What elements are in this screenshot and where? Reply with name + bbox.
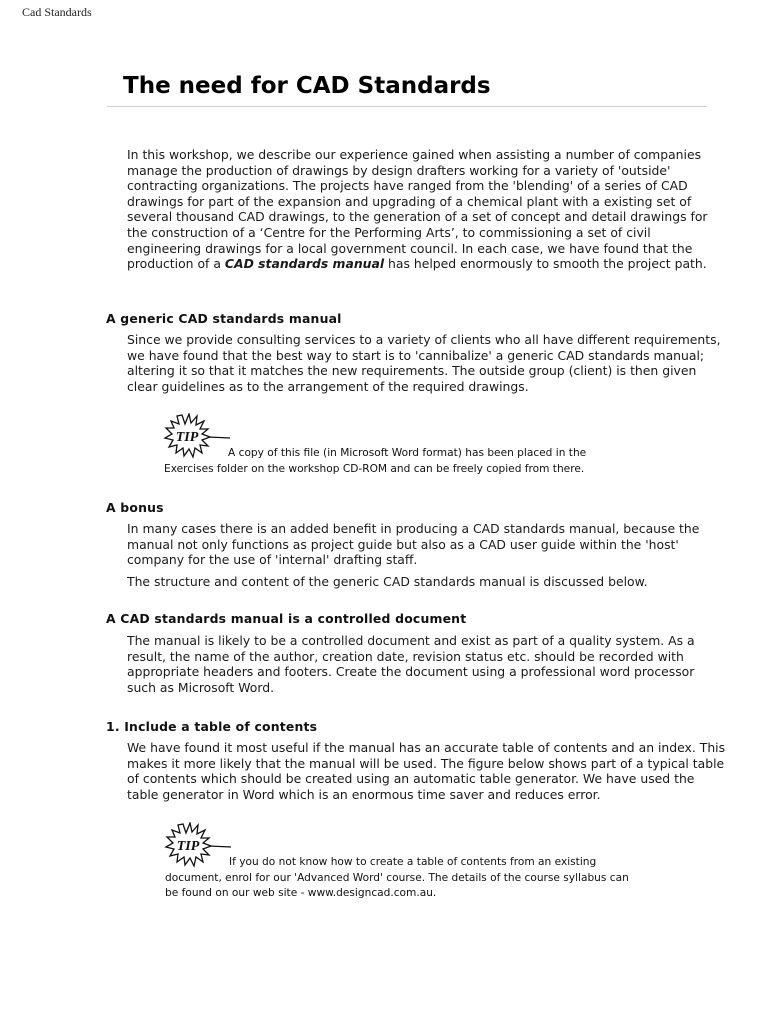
intro-emphasis: CAD standards manual: [224, 256, 385, 272]
controlled-document-paragraph: The manual is likely to be a controlled document and exist as part of a quality system. As a result, the name of the author, creation date, revision status etc. should be recorded with appropriate headers and footers. Create the document using a professional word processor such as Microsoft Word.: [127, 633, 695, 695]
heading-table-of-contents: 1. Include a table of contents: [106, 719, 318, 734]
intro-text-end: has helped enormously to smooth the project path.: [384, 256, 707, 272]
bonus-paragraph-2: The structure and content of the generic CAD standards manual is discussed below.: [127, 574, 648, 589]
intro-paragraph: [127, 147, 727, 272]
tip-icon-label: TIP: [176, 839, 200, 854]
tip-note-advanced-word: If you do not know how to create a table of contents from an existing document, enrol for our 'Advanced Word' course. The details of the course syllabus can be found on our web site - www.designcad.com.au.: [165, 856, 629, 899]
tip-icon-label: TIP: [175, 430, 199, 445]
heading-controlled-document: A CAD standards manual is a controlled document: [106, 611, 467, 626]
running-header: Cad Standards: [22, 5, 92, 19]
heading-generic-manual: A generic CAD standards manual: [106, 311, 342, 326]
table-of-contents-paragraph: We have found it most useful if the manual has an accurate table of contents and an index. This makes it more likely that the manual will be used. The figure below shows part of a typical table of contents which should be created using an automatic table generator. We have used the table generator in Word which is an enormous time saver and reduces error.: [127, 740, 726, 802]
intro-text-start: In this workshop, we describe our experience gained when assisting a number of companies manage the production of drawings by design drafters working for a variety of 'outside' contracting organizations. The projects have ranged from the 'blending' of a series of CAD drawings for part of the expansion and upgrading of a chemical plant with a existing set of several thousand CAD drawings, to the generation of a set of concept and detail drawings for the construction of a ‘Centre for the Performing Arts’, to commissioning a set of civil engineering drawings for a local government council. In each case, we have found that the production of a: [127, 147, 708, 272]
tip-note-cdrom: A copy of this file (in Microsoft Word format) has been placed in the Exercises folder on the workshop CD-ROM and can be freely copied from there.: [164, 447, 587, 475]
bonus-paragraph-1: In many cases there is an added benefit in producing a CAD standards manual, because the manual not only functions as project guide but also as a CAD user guide within the 'host' company for the use of 'internal' drafting staff.: [127, 521, 700, 568]
page-title: The need for CAD Standards: [123, 73, 491, 99]
heading-bonus: A bonus: [106, 500, 164, 515]
generic-manual-paragraph: Since we provide consulting services to a variety of clients who all have different requirements, we have found that the best way to start is to 'cannibalize' a generic CAD standards manual; altering it so that it matches the new requirements. The outside group (client) is then given clear guidelines as to the arrangement of the required drawings.: [127, 332, 721, 394]
title-divider: [107, 106, 707, 107]
